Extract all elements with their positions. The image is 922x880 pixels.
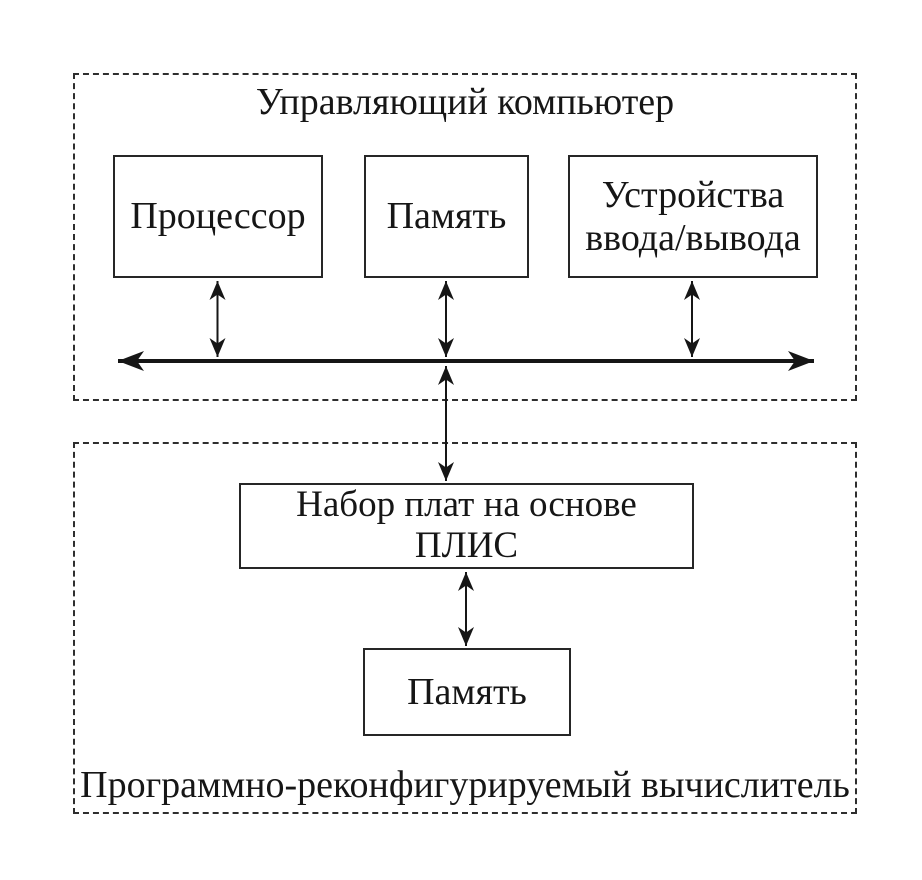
- fpga-boards-label-line2: ПЛИС: [414, 525, 519, 566]
- memory-box-top: [364, 155, 529, 278]
- memory-bottom-label: Память: [407, 670, 527, 713]
- reconfigurable-computer-title: Программно-реконфигурируемый вычислитель: [80, 764, 850, 806]
- fpga-boards-box: [239, 483, 694, 569]
- memory-box-bottom: [363, 648, 571, 736]
- fpga-boards-label-line1: Набор плат на основе: [296, 484, 637, 526]
- processor-box: [113, 155, 323, 278]
- processor-label: Процессор: [130, 195, 306, 238]
- io-devices-box: [568, 155, 818, 278]
- io-devices-label-line1: Устройства: [601, 173, 785, 216]
- memory-top-label: Память: [386, 195, 507, 238]
- controlling-computer-title: Управляющий компьютер: [255, 81, 675, 123]
- io-devices-label-line2: ввода/вывода: [585, 216, 801, 259]
